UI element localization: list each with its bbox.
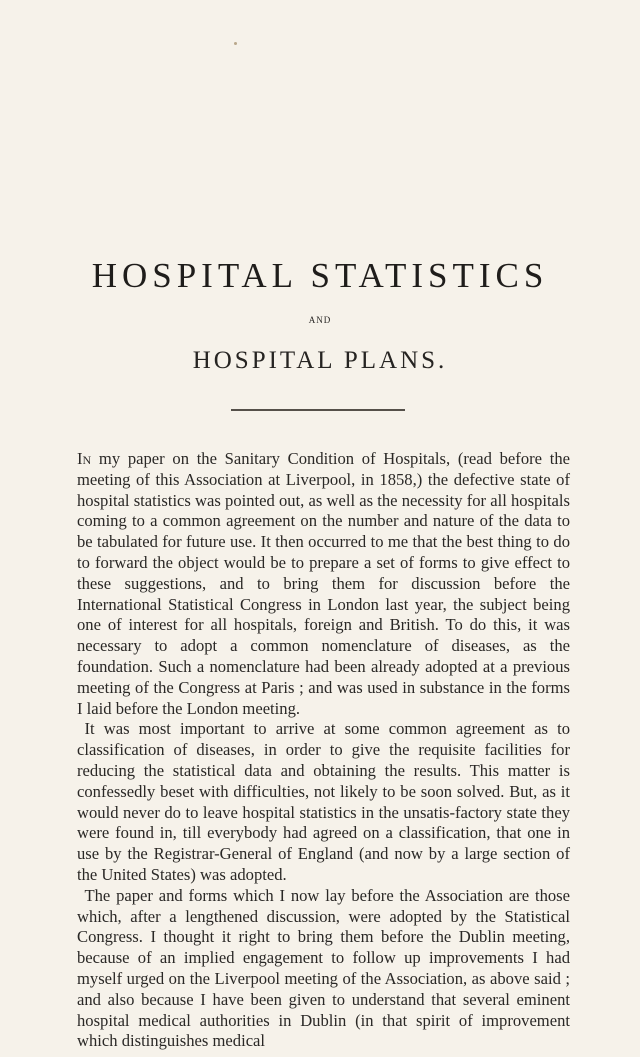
body-text	[77, 449, 570, 1052]
paragraph-lead: In	[77, 449, 92, 468]
title-connector: AND	[308, 315, 332, 325]
page-subtitle: HOSPITAL PLANS.	[192, 347, 448, 374]
page-title: HOSPITAL STATISTICS	[91, 256, 549, 295]
paragraph-1	[77, 449, 570, 719]
paragraph-2: It was most important to arrive at some common agreement as to classification of diseases, in order to give the requisite facilities for reducing the statistical data and obtaining the results. This matter is confessedly beset with difficulties, not likely to be soon solved. But, as it would never do to leave hospital statistics in the unsatis-factory state they were found in, till everybody had agreed on a classification, that one in use by the Registrar-General of England (and now by a large section of the United States) was adopted.	[77, 719, 570, 884]
paragraph-1-text: my paper on the Sanitary Condition of Hospitals, (read before the meeting of this Association at Liverpool, in 1858,) the defective state of hospital statistics was pointed out, as well as the necessity for all hospitals coming to a common agreement on the number and nature of the data to be tabulated for future use. It then occurred to me that the best thing to do to forward the object would be to prepare a set of forms to give effect to these suggestions, and to bring them for discussion before the International Statistical Congress in London last year, the subject being one of interest for all hospitals, foreign and British. To do this, it was necessary to adopt a common nomenclature of diseases, as the foundation. Such a nomenclature had been already adopted at a previous meeting of the Congress at Paris ; and was used in substance in the forms I laid before the London meeting.	[77, 449, 570, 718]
paragraph-3: The paper and forms which I now lay before the Association are those which, after a lengthened discussion, were adopted by the Statistical Congress. I thought it right to bring them before the Dublin meeting, because of an implied engagement to follow up improvements I had myself urged on the Liverpool meeting of the Association, as above said ; and also because I have been given to understand that several eminent hospital medical authorities in Dublin (in that spirit of improvement which distinguishes medical	[77, 885, 570, 1051]
paper-speck	[234, 42, 237, 45]
title-divider	[231, 409, 405, 411]
